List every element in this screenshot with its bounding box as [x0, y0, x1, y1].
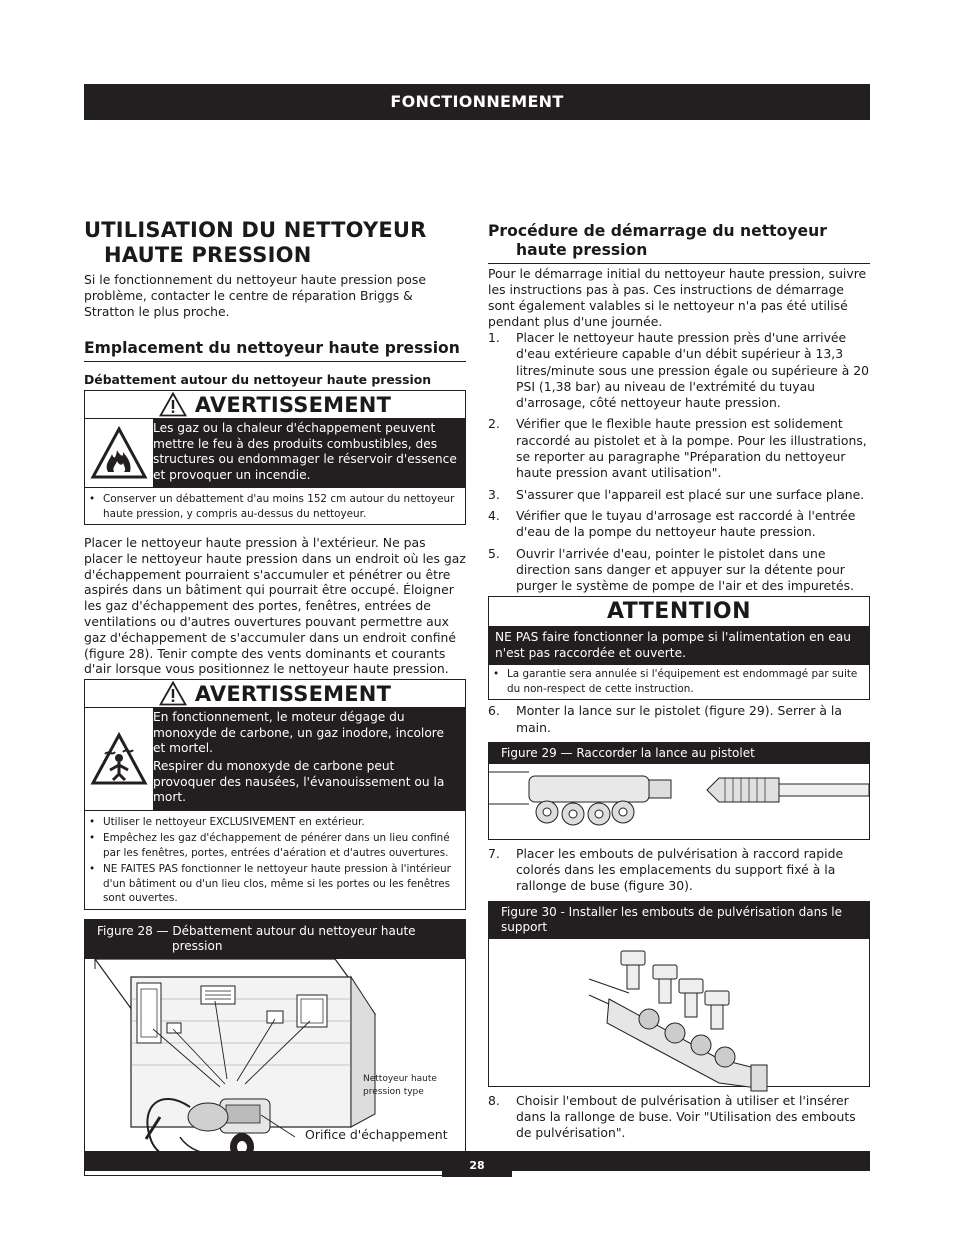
list-item: [488, 703, 870, 736]
figure-29: [488, 742, 870, 840]
startup-title: [488, 222, 870, 264]
warning-box-fire: [84, 390, 466, 525]
warning-header: [85, 680, 465, 708]
startup-title-line1: Procédure de démarrage du nettoyeur: [488, 222, 827, 240]
figure-29-title: Figure 29 — Raccorder la lance au pistolet: [489, 743, 869, 765]
bullet-item: [89, 862, 459, 906]
attention-box: [488, 596, 870, 700]
bullet-item: [89, 831, 459, 860]
main-title-line2: HAUTE PRESSION: [104, 243, 312, 267]
bullet-dot: •: [89, 493, 96, 506]
list-item: [488, 487, 870, 503]
warning-box-co: [84, 679, 466, 909]
bullet-dot: •: [89, 832, 96, 845]
left-column: [84, 218, 466, 1176]
placement-paragraph: Placer le nettoyeur haute pression à l'extérieur. Ne pas placer le nettoyeur haute pression dans un endroit où les gaz d'échappement pourraient s'accumuler et pénétrer ou être aspirés dans un bâtiment qui pourrait être occupé. Éloigner les gaz d'échappement des portes, fenêtres, entrées de ventilations ou d'autres ouvertures pouvant permettre aux gaz d'échappement de s'accumuler dans un endroit confiné (figure 28). Tenir compte des vents dominants et courants d'air lorsque vous positionnez le nettoyeur haute pression.: [84, 535, 466, 677]
list-item: [488, 508, 870, 541]
step-8: [488, 1093, 870, 1142]
bullet-dot: •: [89, 815, 96, 828]
warning-co-text-1: En fonctionnement, le moteur dégage du monoxyde de carbone, un gaz inodore, incolore et mortel.: [153, 710, 445, 755]
section-header: [84, 84, 870, 120]
step-text: Choisir l'embout de pulvérisation à utiliser et l'insérer dans la rallonge de buse. Voir "Utilisation des embouts de pulvérisation".: [516, 1092, 856, 1141]
attention-bullets: [489, 665, 869, 699]
warning-text: [153, 419, 465, 487]
figure-30-title: Figure 30 - Installer les embouts de pulvérisation dans le support: [489, 902, 869, 939]
step-text: Vérifier que le flexible haute pression est solidement raccordé au pistolet et à la pompe. Pour les illustrations, se reporter au paragraphe "Préparation du nettoyeur haute pression avant utilisation".: [516, 416, 867, 481]
figure-label-type1: Nettoyeur haute: [363, 1073, 437, 1084]
warning-icon-cell: [85, 419, 153, 487]
step-number: 8.: [488, 1092, 500, 1108]
step-text: S'assurer que l'appareil est placé sur une surface plane.: [516, 486, 865, 502]
list-item: [488, 546, 870, 595]
subsection-title-clearance: Débattement autour du nettoyeur haute pression: [84, 372, 432, 388]
step-text: Placer le nettoyeur haute pression près d'une arrivée d'eau extérieure capable d'un débit supérieur à 13,3 litres/minute sous une pression égale ou supérieure à 20 PSI (1,38 bar) au niveau de l'extrémité du tuyau d'arrosage, côté nettoyeur haute pression.: [516, 330, 869, 411]
warning-triangle-icon: [159, 392, 187, 417]
warning-fire-text: Les gaz ou la chaleur d'échappement peuvent mettre le feu à des produits combustibles, des structures ou endommager le réservoir d'essence et provoquer un incendie.: [153, 421, 457, 482]
bullet-text: Conserver un débattement d'au moins 152 cm autour du nettoyeur haute pression, y compris au-dessus du nettoyeur.: [103, 493, 455, 520]
warning-bullets: [85, 810, 465, 909]
step-6: [488, 703, 870, 736]
figure-28-title-line1: Figure 28 — Débattement autour du nettoyeur haute: [97, 923, 416, 938]
bullet-dot: •: [493, 668, 500, 681]
toxic-fumes-icon: [90, 732, 148, 786]
page-number: 28: [442, 1151, 512, 1177]
bullet-item: [89, 815, 459, 830]
step-number: 7.: [488, 845, 500, 861]
bullet-dot: •: [89, 863, 96, 876]
list-item: [488, 416, 870, 481]
warning-text: [153, 708, 465, 809]
lance-to-gun-illustration: [489, 764, 869, 838]
step-text: Placer les embouts de pulvérisation à raccord rapide colorés dans les emplacements du support fixé à la rallonge de buse (figure 30).: [516, 845, 844, 894]
step-number: 3.: [488, 486, 500, 502]
warning-body: [85, 708, 465, 809]
list-item: [488, 1093, 870, 1142]
section-title-placement: Emplacement du nettoyeur haute pression: [84, 339, 466, 362]
step-7: [488, 846, 870, 895]
list-item: [488, 330, 870, 411]
right-column: [488, 218, 870, 1142]
figure-label-exhaust: Orifice d'échappement: [305, 1126, 448, 1142]
main-title: [84, 218, 466, 268]
step-text: Vérifier que le tuyau d'arrosage est raccordé à l'entrée d'eau de la pompe du nettoyeur haute pression.: [516, 507, 856, 540]
intro-paragraph: Si le fonctionnement du nettoyeur haute pression pose problème, contacter le centre de réparation Briggs & Stratton le plus proche.: [84, 272, 426, 319]
step-text: Monter la lance sur le pistolet (figure 29). Serrer à la main.: [516, 703, 842, 735]
startup-steps: [488, 330, 870, 594]
bullet-item: [89, 492, 459, 521]
warning-bullets: [85, 487, 465, 524]
figure-30: [488, 901, 870, 1087]
step-number: 6.: [488, 703, 500, 719]
bullet-text: La garantie sera annulée si l'équipement est endommagé par suite du non-respect de cette instruction.: [507, 668, 858, 695]
warning-header: [85, 391, 465, 419]
main-title-line1: UTILISATION DU NETTOYEUR: [84, 218, 427, 242]
list-item: [488, 846, 870, 895]
attention-title: ATTENTION: [489, 597, 869, 627]
bullet-item: [493, 667, 863, 696]
bullet-text: NE FAITES PAS fonctionner le nettoyeur haute pression à l'intérieur d'un bâtiment ou d'un lieu clos, même si les portes ou les fenêtres sont ouvertes.: [103, 863, 451, 905]
step-number: 5.: [488, 545, 500, 561]
warning-co-text-2: Respirer du monoxyde de carbone peut provoquer des nausées, l'évanouissement ou la mort.: [153, 759, 445, 805]
figure-label-type2: pression type: [363, 1086, 424, 1097]
section-header-title: FONCTIONNEMENT: [390, 92, 564, 111]
bullet-text: Empêchez les gaz d'échappement de pénérer dans un lieu confiné par les fenêtres, portes, entrées d'aération et d'autres ouvertures.: [103, 832, 450, 859]
spray-tips-holder-illustration: [489, 939, 869, 1101]
bullet-text: Utiliser le nettoyeur EXCLUSIVEMENT en extérieur.: [103, 815, 365, 828]
warning-body: [85, 419, 465, 487]
step-number: 4.: [488, 507, 500, 523]
step-number: 2.: [488, 416, 500, 432]
startup-title-line2: haute pression: [516, 241, 648, 259]
figure-28-title-line2: pression: [172, 939, 223, 954]
step-text: Ouvrir l'arrivée d'eau, pointer le pistolet dans une direction sans danger et appuyer sur la détente pour purger le système de pompe de l'air et des impuretés.: [516, 545, 855, 594]
figure-28-title: [85, 920, 465, 959]
step-number: 1.: [488, 330, 500, 345]
figure-28: [84, 919, 466, 1176]
fire-hazard-icon: [90, 426, 148, 480]
warning-triangle-icon: [159, 681, 187, 706]
warning-title: AVERTISSEMENT: [194, 392, 392, 417]
warning-icon-cell: [85, 708, 153, 809]
house-clearance-illustration: [85, 959, 465, 1177]
attention-text: NE PAS faire fonctionner la pompe si l'alimentation en eau n'est pas raccordée et ouverte.: [489, 627, 869, 665]
startup-intro: Pour le démarrage initial du nettoyeur haute pression, suivre les instructions pas à pas. Ces instructions de démarrage sont également valables si le nettoyeur n'a pas été utilisé pendant plus d'une journée.: [488, 266, 867, 329]
warning-title: AVERTISSEMENT: [194, 681, 392, 706]
